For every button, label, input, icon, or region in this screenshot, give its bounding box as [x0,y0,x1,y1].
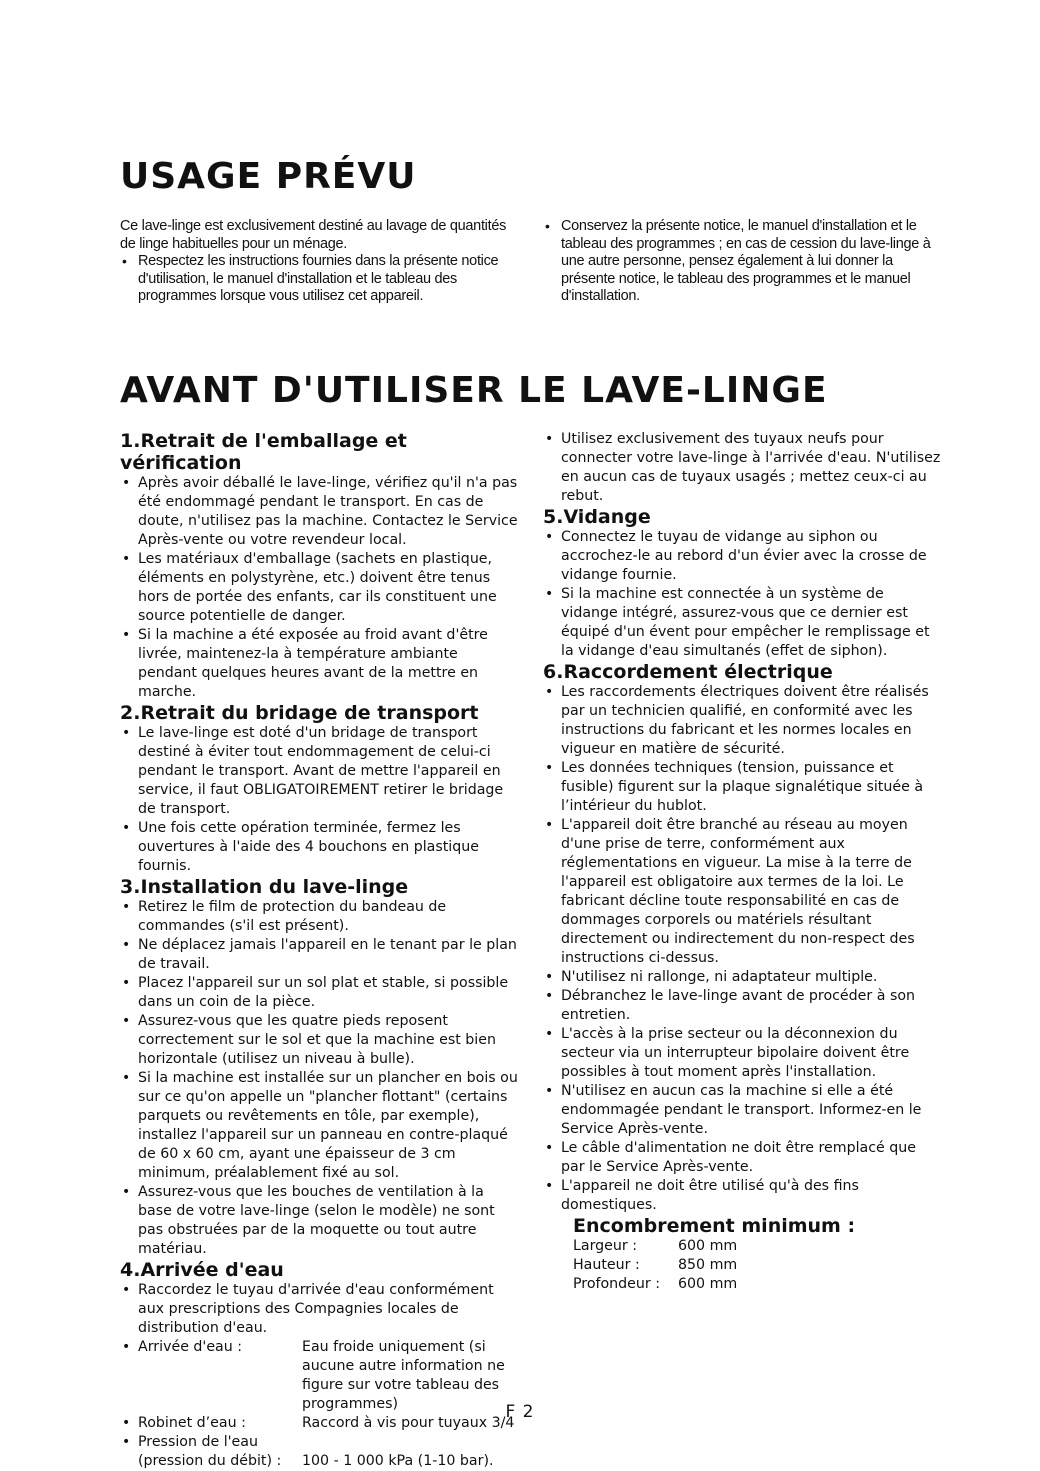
section-heading: 1.Retrait de l'emballage et vérification [120,430,407,474]
tap-label: • Robinet d’eau : [138,1415,246,1431]
list-item: • Retirez le film de protection du bandeau de commandes (s'il est présent). [120,898,520,936]
section-list [543,528,943,661]
dimension-value: 600 mm [678,1238,738,1254]
section-list [120,724,520,876]
tap-value: Raccord à vis pour tuyaux 3/4 [302,1415,515,1431]
inlet-label: • Arrivée d'eau : [138,1339,243,1355]
section-list [543,430,943,506]
before-left-column [120,430,520,1471]
list-item: • N'utilisez ni rallonge, ni adaptateur multiple. [543,968,943,987]
list-item: • L'appareil ne doit être utilisé qu'à des fins domestiques. [543,1177,943,1215]
list-item: • Utilisez exclusivement des tuyaux neufs pour connecter votre lave-linge à l'arrivée d'eau. N'utilisez en aucun cas de tuyaux usagés ; mettez ceux-ci au rebut. [543,430,943,506]
list-item: • Assurez-vous que les quatre pieds reposent correctement sur le sol et que la machine est bien horizontale (utilisez un niveau à bulle). [120,1012,520,1069]
list-item: • Le câble d'alimentation ne doit être remplacé que par le Service Après-vente. [543,1139,943,1177]
pressure-sub-label: (pression du débit) : [138,1453,282,1469]
section-heading: 6.Raccordement électrique [543,661,833,683]
usage-intro: Ce lave-linge est exclusivement destiné au lavage de quantités de linge habituelles pour un ménage. [120,218,507,252]
pressure-value: 100 - 1 000 kPa (1-10 bar). [302,1453,494,1469]
list-item: • Conservez la présente notice, le manuel d'installation et le tableau des programmes ; en cas de cession du lave-linge à une autre personne, pensez également à lui donner la présente notice, le tableau des programmes et le manuel d'installation. [543,218,938,306]
list-item: • Après avoir déballé le lave-linge, vérifiez qu'il n'a pas été endommagé pendant le transport. En cas de doute, n'utilisez pas la machine. Contactez le Service Après-vente ou votre revendeur local. [120,474,520,550]
list-item: • Une fois cette opération terminée, fermez les ouvertures à l'aide des 4 bouchons en plastique fournis. [120,819,520,876]
list-item: • N'utilisez en aucun cas la machine si elle a été endommagée pendant le transport. Informez-en le Service Après-vente. [543,1082,943,1139]
dimensions-heading: Encombrement minimum : [573,1215,856,1237]
before-use-title: AVANT D'UTILISER LE LAVE-LINGE [120,370,828,411]
usage-left-column [120,218,515,306]
list-item: • L'accès à la prise secteur ou la déconnexion du secteur via un interrupteur bipolaire doivent être possibles à tout moment après l'installation. [543,1025,943,1082]
list-item: • Débranchez le lave-linge avant de procéder à son entretien. [543,987,943,1025]
usage-title: USAGE PRÉVU [120,156,417,197]
section-list [120,1281,520,1471]
list-item: • L'appareil doit être branché au réseau au moyen d'une prise de terre, conformément aux réglementations en vigueur. La mise à la terre de l'appareil est obligatoire aux termes de la loi. Le fabricant décline toute responsabilité en cas de dommages corporels ou matériels résultant directement ou indirectement du non-respect des instructions ci-dessus. [543,816,943,968]
dimension-row [573,1275,943,1294]
list-item: • Placez l'appareil sur un sol plat et stable, si possible dans un coin de la pièce. [120,974,520,1012]
dimension-value: 600 mm [678,1276,738,1292]
list-item: • Les matériaux d'emballage (sachets en plastique, éléments en polystyrène, etc.) doivent être tenus hors de portée des enfants, car ils constituent une source potentielle de danger. [120,550,520,626]
usage-right-column [543,218,938,306]
list-item [120,1433,520,1471]
section-heading: 2.Retrait du bridage de transport [120,702,479,724]
list-item: • Si la machine est connectée à un système de vidange intégré, assurez-vous que ce dernier est équipé d'un évent pour empêcher le remplissage et la vidange d'eau simultanés (effet de siphon). [543,585,943,661]
list-item: • Le lave-linge est doté d'un bridage de transport destiné à éviter tout endommagement de celui-ci pendant le transport. Avant de mettre l'appareil en service, il faut OBLIGATOIREMENT retirer le bridage de transport. [120,724,520,819]
list-item: • Connectez le tuyau de vidange au siphon ou accrochez-le au rebord d'un évier avec la crosse de vidange fournie. [543,528,943,585]
section-list [543,683,943,1215]
list-item: • Assurez-vous que les bouches de ventilation à la base de votre lave-linge (selon le modèle) ne sont pas obstruées par de la moquette ou tout autre matériau. [120,1183,520,1259]
list-item: • Raccordez le tuyau d'arrivée d'eau conformément aux prescriptions des Compagnies locales de distribution d'eau. [120,1281,520,1338]
dimension-value: 850 mm [678,1257,738,1273]
before-right-column [543,430,943,1294]
list-item: • Si la machine est installée sur un plancher en bois ou sur ce qu'on appelle un "plancher flottant" (certains parquets ou revêtements en tôle, par exemple), installez l'appareil sur un panneau en contre-plaqué de 60 x 60 cm, ayant une épaisseur de 3 cm minimum, préalablement fixé au sol. [120,1069,520,1183]
dimension-label: Hauteur : [573,1257,640,1273]
usage-left-list [120,253,515,306]
list-item: • Respectez les instructions fournies dans la présente notice d'utilisation, le manuel d'installation et le tableau des programmes lorsque vous utilisez cet appareil. [120,253,515,306]
section-heading: 4.Arrivée d'eau [120,1259,284,1281]
list-item: • Les données techniques (tension, puissance et fusible) figurent sur la plaque signalétique située à l’intérieur du hublot. [543,759,943,816]
dimension-label: Largeur : [573,1238,638,1254]
page-number: F 2 [505,1402,535,1422]
list-item: • Si la machine a été exposée au froid avant d'être livrée, maintenez-la à température ambiante pendant quelques heures avant de la mettre en marche. [120,626,520,702]
list-item: • Les raccordements électriques doivent être réalisés par un technicien qualifié, en conformité avec les instructions du fabricant et les normes locales en vigueur en matière de sécurité. [543,683,943,759]
dimension-label: Profondeur : [573,1276,661,1292]
dimensions-block [543,1215,943,1294]
list-item: • Ne déplacez jamais l'appareil en le tenant par le plan de travail. [120,936,520,974]
pressure-label: • Pression de l'eau [138,1434,258,1450]
section-list [120,898,520,1259]
usage-right-list [543,218,938,306]
section-heading: 3.Installation du lave-linge [120,876,409,898]
inlet-value: Eau froide uniquement (si aucune autre information ne figure sur votre tableau des programmes) [302,1339,505,1412]
dimension-row [573,1256,943,1275]
dimension-row [573,1237,943,1256]
section-list [120,474,520,702]
section-heading: 5.Vidange [543,506,651,528]
